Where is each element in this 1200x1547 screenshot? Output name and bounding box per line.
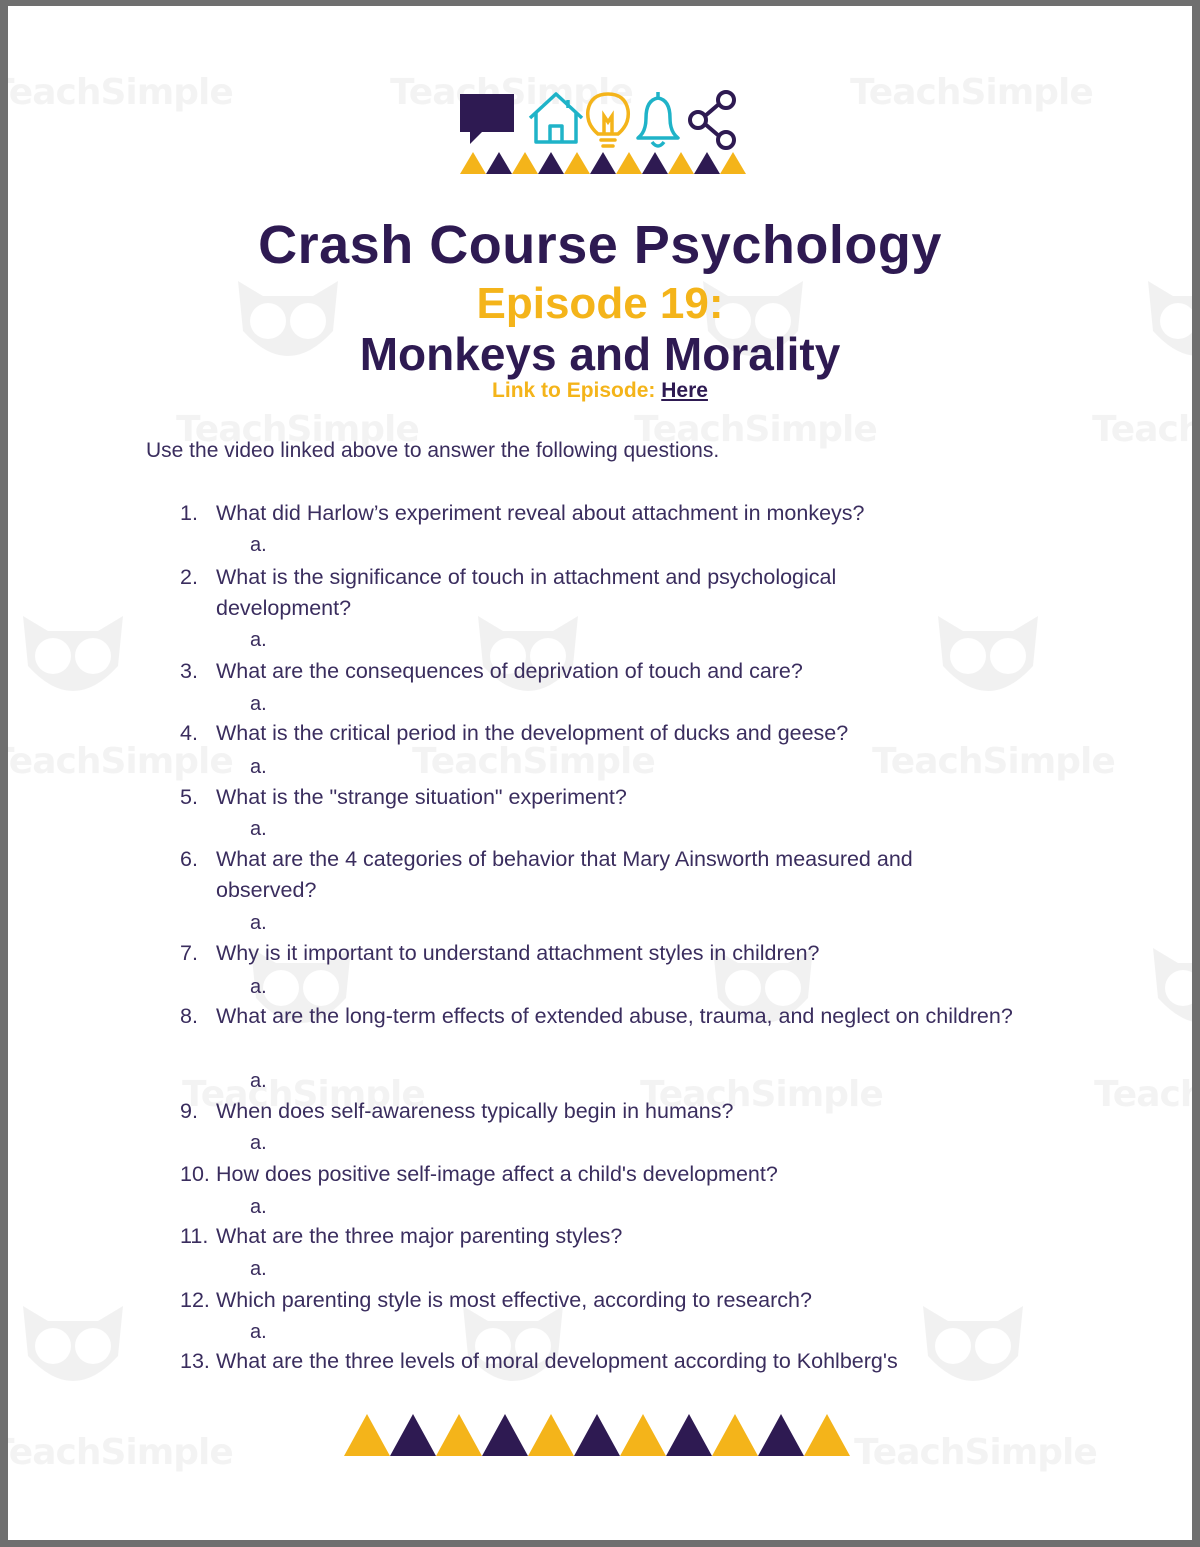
bottom-triangle-border — [344, 1414, 850, 1456]
answer-line[interactable]: a. — [250, 629, 267, 651]
question-6 — [180, 844, 1030, 906]
question-10 — [180, 1159, 1030, 1190]
home-icon — [530, 94, 582, 142]
watermark — [850, 72, 1093, 113]
question-8 — [180, 1001, 1030, 1032]
question-3 — [180, 656, 1030, 687]
question-number: 10. — [180, 1162, 210, 1186]
watermark — [1092, 409, 1192, 450]
question-text: What is the significance of touch in attachment and psychological development? — [216, 565, 837, 620]
question-text: What did Harlow’s experiment reveal about attachment in monkeys? — [216, 501, 865, 525]
answer-line[interactable]: a. — [250, 912, 267, 934]
episode-link[interactable]: Here — [661, 379, 708, 402]
question-number: 6. — [180, 847, 198, 871]
lightbulb-icon — [588, 94, 629, 146]
question-number: 4. — [180, 721, 198, 745]
episode-number: Episode 19: — [476, 279, 724, 328]
question-number: 13. — [180, 1349, 210, 1373]
question-number: 5. — [180, 785, 198, 809]
question-text: What are the 4 categories of behavior that Mary Ainsworth measured and observed? — [216, 847, 913, 902]
question-number: 11. — [180, 1224, 209, 1248]
question-text: What are the three levels of moral development according to Kohlberg's — [216, 1349, 898, 1373]
question-number: 3. — [180, 659, 198, 683]
episode-link-line — [8, 379, 1192, 403]
bell-icon — [638, 92, 678, 146]
answer-line[interactable]: a. — [250, 756, 267, 778]
watermark — [854, 1432, 1097, 1473]
question-text: What are the three major parenting styles? — [216, 1224, 623, 1248]
question-9 — [180, 1096, 1030, 1127]
question-number: 12. — [180, 1288, 210, 1312]
question-2 — [180, 562, 1030, 624]
owl-watermark-icon — [8, 596, 138, 716]
question-4 — [180, 718, 1030, 749]
answer-line[interactable]: a. — [250, 1321, 267, 1343]
question-text: What are the long-term effects of extended abuse, trauma, and neglect on children? — [216, 1004, 1013, 1028]
answer-line[interactable]: a. — [250, 693, 267, 715]
answer-line[interactable]: a. — [250, 818, 267, 840]
question-text: When does self-awareness typically begin in humans? — [216, 1099, 734, 1123]
episode-link-label: Link to Episode: — [492, 379, 656, 402]
question-text: Why is it important to understand attachment styles in children? — [216, 941, 820, 965]
question-11 — [180, 1221, 1030, 1252]
question-number: 2. — [180, 565, 198, 589]
question-1 — [180, 498, 1030, 529]
question-text: How does positive self-image affect a child's development? — [216, 1162, 778, 1186]
watermark — [1094, 1074, 1192, 1115]
question-number: 7. — [180, 941, 198, 965]
question-number: 8. — [180, 1004, 198, 1028]
worksheet-page — [8, 6, 1192, 1540]
question-7 — [180, 938, 1030, 969]
question-number: 9. — [180, 1099, 198, 1123]
owl-watermark-icon — [1138, 928, 1192, 1048]
watermark — [8, 1432, 233, 1473]
episode-title: Monkeys and Morality — [359, 328, 841, 380]
share-icon — [690, 92, 734, 148]
answer-line[interactable]: a. — [250, 1196, 267, 1218]
answer-line[interactable]: a. — [250, 534, 267, 556]
speech-bubble-icon — [460, 94, 514, 144]
page-title: Crash Course Psychology — [258, 215, 942, 275]
question-12 — [180, 1285, 1030, 1316]
question-5 — [180, 782, 1030, 813]
answer-line[interactable]: a. — [250, 976, 267, 998]
answer-line[interactable]: a. — [250, 1070, 267, 1092]
owl-watermark-icon — [8, 1286, 138, 1406]
watermark — [8, 72, 233, 113]
answer-line[interactable]: a. — [250, 1132, 267, 1154]
question-13 — [180, 1346, 1030, 1377]
question-text: What are the consequences of deprivation of touch and care? — [216, 659, 803, 683]
question-text: What is the "strange situation" experiment? — [216, 785, 627, 809]
instructions: Use the video linked above to answer the following questions. — [146, 439, 720, 462]
question-text: Which parenting style is most effective, according to research? — [216, 1288, 812, 1312]
header-icons — [458, 88, 748, 158]
top-triangle-border — [460, 152, 746, 174]
question-text: What is the critical period in the development of ducks and geese? — [216, 721, 849, 745]
answer-line[interactable]: a. — [250, 1258, 267, 1280]
question-number: 1. — [180, 501, 198, 525]
